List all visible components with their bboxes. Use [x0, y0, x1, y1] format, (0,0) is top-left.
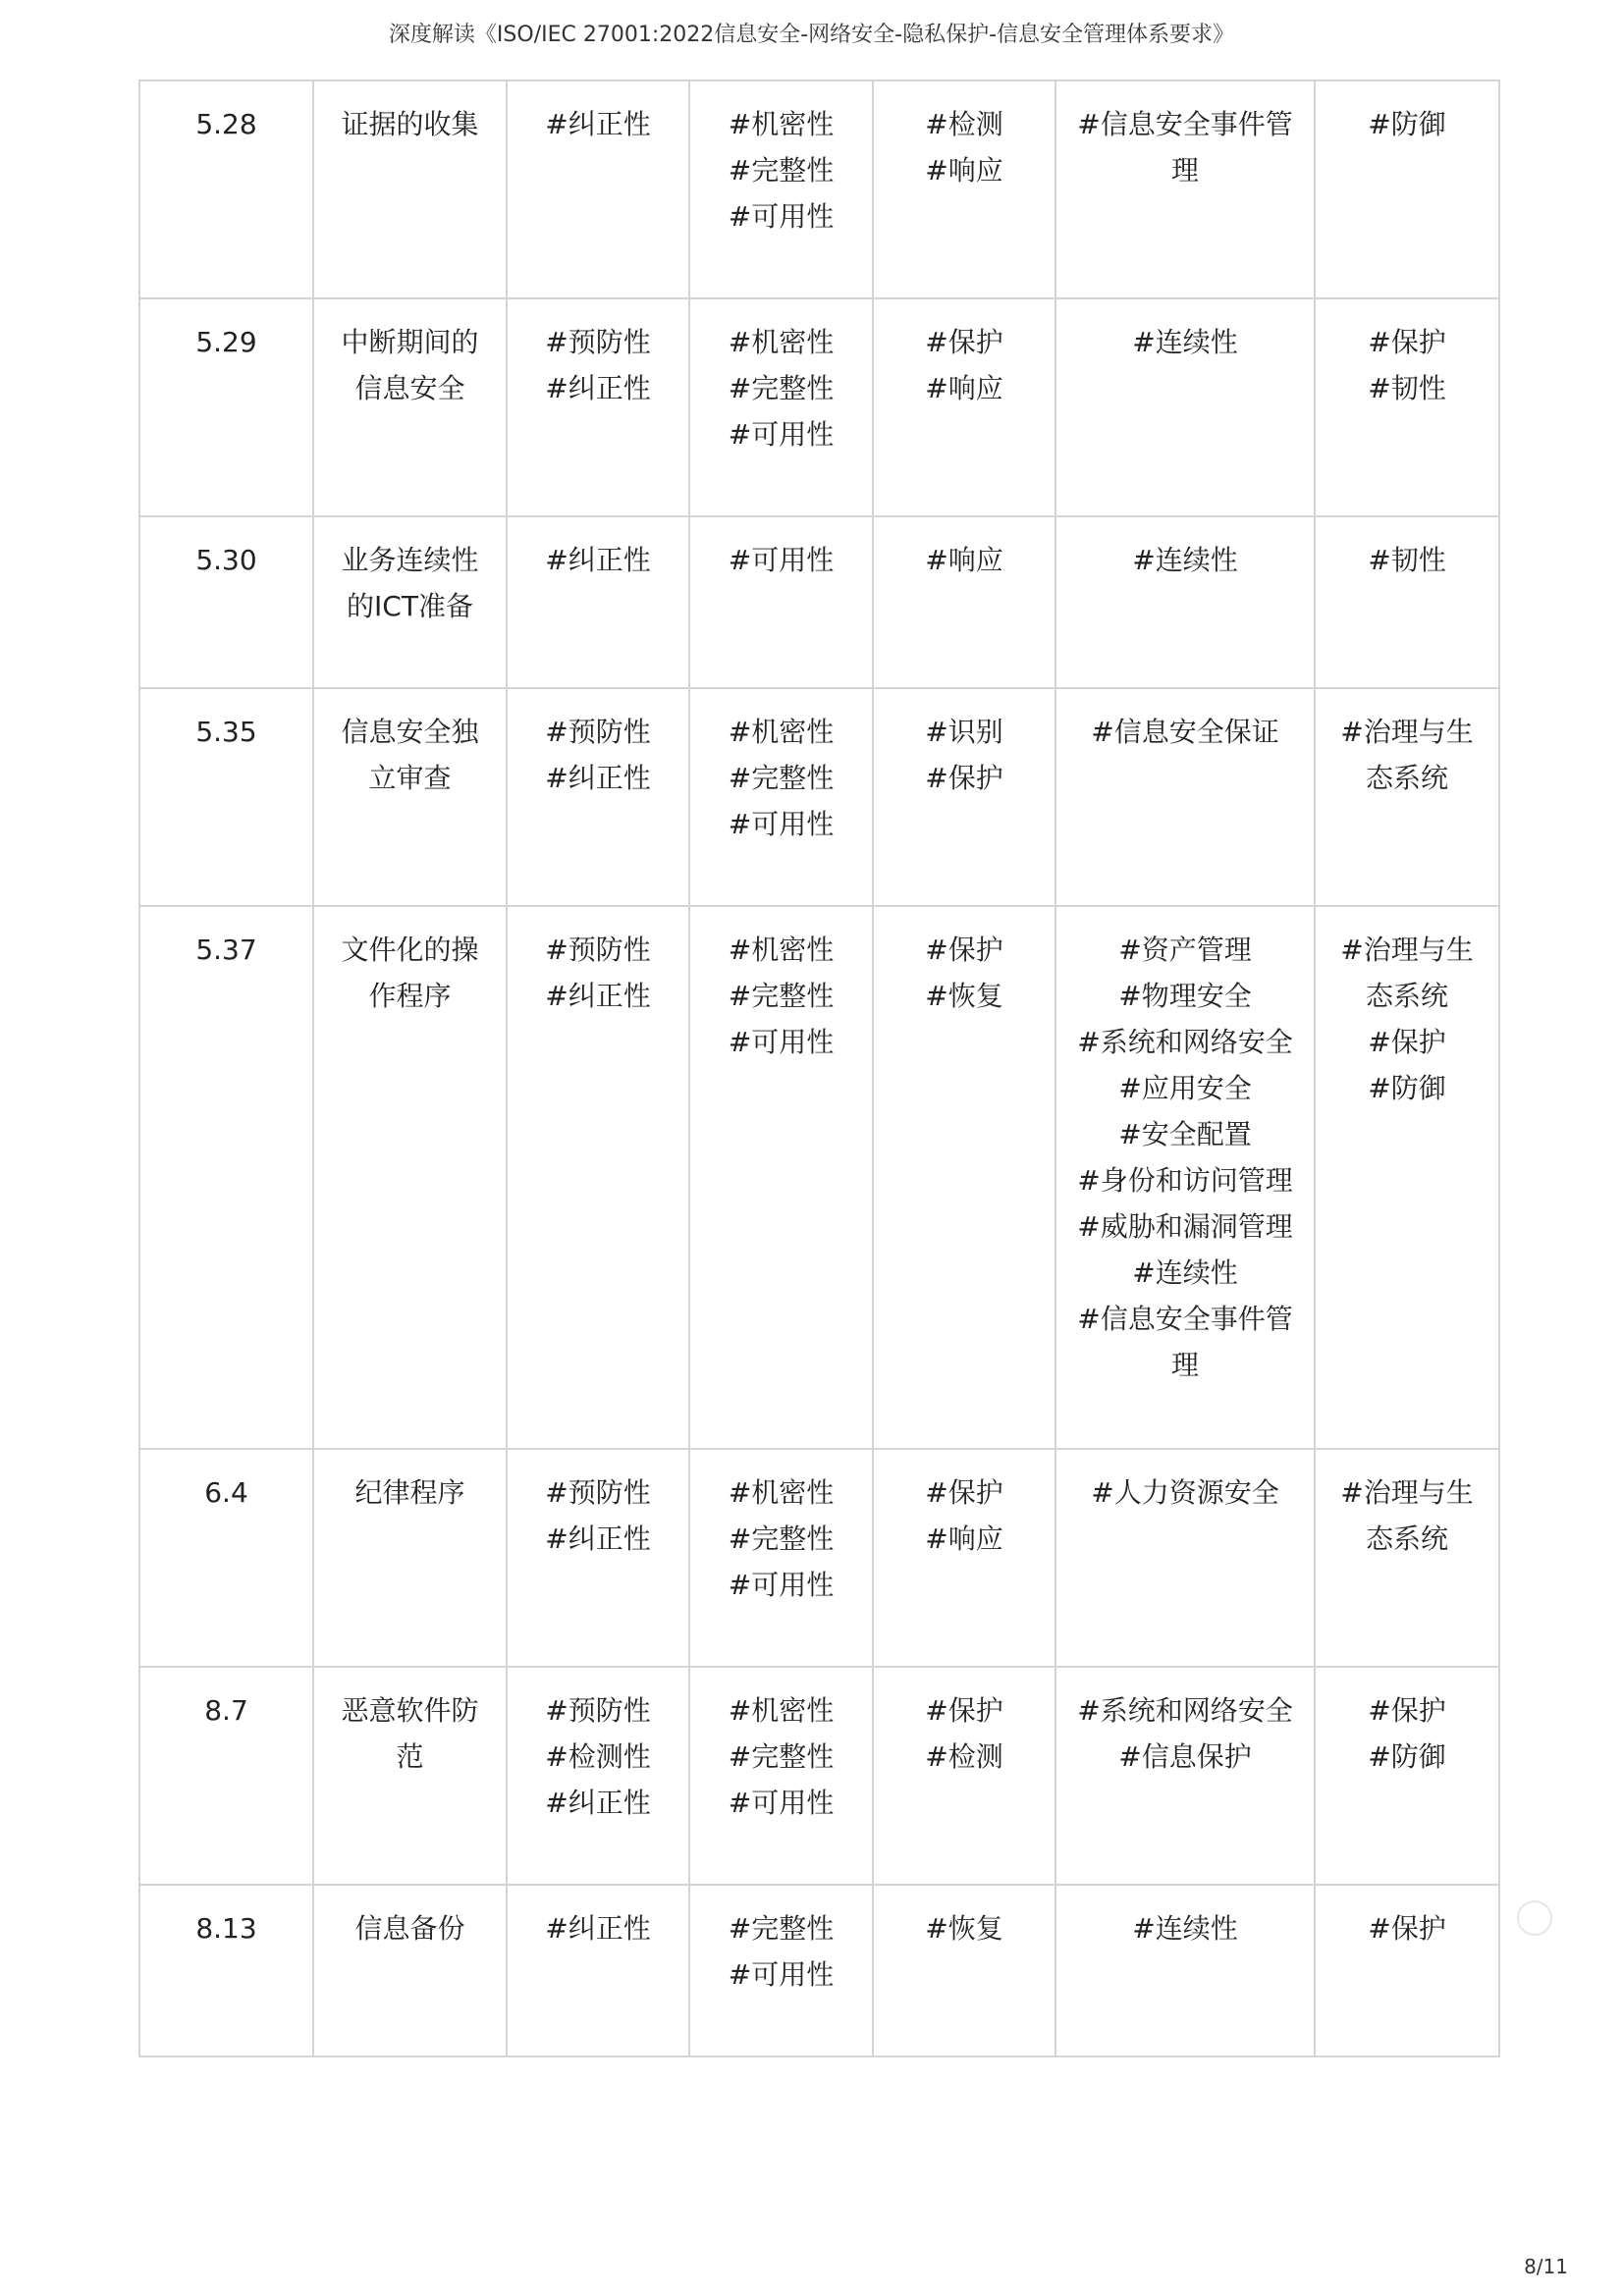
cell-line: #系统和网络安全 [1077, 1026, 1293, 1058]
cell-line: #应用安全 [1118, 1072, 1252, 1104]
cybersecurity-concepts-cell [873, 1449, 1055, 1667]
cell-line: #保护 [1368, 1694, 1446, 1727]
cell-line: 信息备份 [354, 1912, 465, 1945]
control-type-cell [507, 516, 689, 688]
security-properties-cell [689, 1449, 873, 1667]
cell-line: 业务连续性 [341, 544, 479, 576]
cell-line: #安全配置 [1118, 1118, 1252, 1150]
cell-line: 信息安全 [354, 372, 465, 404]
cell-line: #保护 [925, 326, 1003, 358]
cell-line: #完整性 [728, 1522, 835, 1555]
cell-line: #机密性 [728, 1694, 835, 1727]
cell-line: #治理与生 [1340, 934, 1474, 966]
table-row [139, 298, 1499, 516]
cell-line: #可用性 [728, 1958, 835, 1991]
cell-line: #可用性 [728, 808, 835, 840]
operational-capabilities-cell [1055, 1449, 1315, 1667]
cell-line: #预防性 [545, 1694, 651, 1727]
control-id-cell: 6.4 [139, 1449, 313, 1667]
cell-line: #身份和访问管理 [1077, 1164, 1293, 1197]
cell-line: 理 [1170, 154, 1199, 187]
cell-line: #纠正性 [545, 1787, 651, 1819]
controls-table-wrapper [138, 80, 1500, 2057]
cell-line: 证据的收集 [341, 108, 479, 140]
table-row [139, 80, 1499, 298]
control-name-cell [313, 688, 507, 906]
security-properties-cell [689, 906, 873, 1449]
controls-table [138, 80, 1500, 2057]
cell-line: 信息安全独 [341, 716, 479, 748]
table-row [139, 516, 1499, 688]
security-properties-cell [689, 1667, 873, 1885]
cell-line: #物理安全 [1118, 980, 1252, 1012]
cell-line: #威胁和漏洞管理 [1077, 1210, 1293, 1243]
cell-line: #恢复 [925, 980, 1003, 1012]
cybersecurity-concepts-cell [873, 906, 1055, 1449]
control-name-cell [313, 298, 507, 516]
control-type-cell [507, 1885, 689, 2056]
cell-line: #韧性 [1368, 372, 1446, 404]
page-header-title: 深度解读《ISO/IEC 27001:2022信息安全-网络安全-隐私保护-信息安全管理体系要求》 [388, 23, 1235, 47]
security-domains-cell [1315, 1449, 1499, 1667]
cell-line: #预防性 [545, 1476, 651, 1509]
control-type-cell [507, 1667, 689, 1885]
cell-line: #信息保护 [1118, 1740, 1252, 1773]
cell-line: #纠正性 [545, 108, 651, 140]
cell-line: #保护 [925, 762, 1003, 794]
cell-line: #预防性 [545, 934, 651, 966]
cell-line: #恢复 [925, 1912, 1003, 1945]
cell-line: #治理与生 [1340, 716, 1474, 748]
cell-line: 的ICT准备 [347, 590, 473, 622]
table-row [139, 1885, 1499, 2056]
cell-line: #保护 [1368, 326, 1446, 358]
cell-line: #完整性 [728, 154, 835, 187]
operational-capabilities-cell [1055, 688, 1315, 906]
security-domains-cell [1315, 298, 1499, 516]
cell-line: #资产管理 [1118, 934, 1252, 966]
cell-line: #系统和网络安全 [1077, 1694, 1293, 1727]
cell-line: #可用性 [728, 1569, 835, 1601]
control-id-cell: 8.7 [139, 1667, 313, 1885]
control-id-cell: 5.28 [139, 80, 313, 298]
cell-line: #完整性 [728, 372, 835, 404]
security-domains-cell [1315, 80, 1499, 298]
cell-line: 范 [396, 1740, 424, 1773]
control-type-cell [507, 1449, 689, 1667]
cell-line: #纠正性 [545, 980, 651, 1012]
page-number: 8/11 [1524, 2255, 1568, 2278]
control-type-cell [507, 298, 689, 516]
cell-line: 立审查 [368, 762, 452, 794]
cell-line: #响应 [925, 372, 1003, 404]
cell-line: #完整性 [728, 980, 835, 1012]
cell-line: #信息安全事件管 [1077, 108, 1293, 140]
cell-line: #预防性 [545, 326, 651, 358]
control-type-cell [507, 688, 689, 906]
security-properties-cell [689, 688, 873, 906]
cell-line: #连续性 [1132, 326, 1238, 358]
control-name-cell [313, 1449, 507, 1667]
cell-line: #连续性 [1132, 1256, 1238, 1289]
control-name-cell [313, 80, 507, 298]
cell-line: #纠正性 [545, 544, 651, 576]
cell-line: #防御 [1368, 1740, 1446, 1773]
table-row [139, 1667, 1499, 1885]
operational-capabilities-cell [1055, 1667, 1315, 1885]
cell-line: #识别 [925, 716, 1003, 748]
cell-line: 作程序 [368, 980, 452, 1012]
cell-line: #保护 [1368, 1912, 1446, 1945]
cybersecurity-concepts-cell [873, 1885, 1055, 2056]
operational-capabilities-cell [1055, 1885, 1315, 2056]
cell-line: 恶意软件防 [341, 1694, 479, 1727]
cell-line: #可用性 [728, 200, 835, 233]
cell-line: #防御 [1368, 108, 1446, 140]
cell-line: #完整性 [728, 1740, 835, 1773]
cell-line: #保护 [925, 1476, 1003, 1509]
cell-line: #保护 [925, 1694, 1003, 1727]
cell-line: #治理与生 [1340, 1476, 1474, 1509]
cell-line: 态系统 [1365, 1522, 1448, 1555]
controls-table-body [139, 80, 1499, 2056]
cell-line: #机密性 [728, 1476, 835, 1509]
cell-line: #可用性 [728, 1026, 835, 1058]
cell-line: #纠正性 [545, 762, 651, 794]
cell-line: #保护 [925, 934, 1003, 966]
cybersecurity-concepts-cell [873, 688, 1055, 906]
cell-line: #预防性 [545, 716, 651, 748]
cell-line: 中断期间的 [341, 326, 479, 358]
security-domains-cell [1315, 688, 1499, 906]
cell-line: #完整性 [728, 762, 835, 794]
cybersecurity-concepts-cell [873, 516, 1055, 688]
cell-line: #防御 [1368, 1072, 1446, 1104]
security-properties-cell [689, 1885, 873, 2056]
scroll-position-indicator[interactable] [1517, 1900, 1552, 1936]
control-id-cell: 5.29 [139, 298, 313, 516]
cell-line: #可用性 [728, 544, 835, 576]
table-row [139, 688, 1499, 906]
cell-line: #机密性 [728, 934, 835, 966]
cell-line: #检测 [925, 1740, 1003, 1773]
security-domains-cell [1315, 1667, 1499, 1885]
operational-capabilities-cell [1055, 516, 1315, 688]
cell-line: #机密性 [728, 108, 835, 140]
cell-line: #保护 [1368, 1026, 1446, 1058]
cell-line: #机密性 [728, 716, 835, 748]
control-id-cell: 5.30 [139, 516, 313, 688]
security-properties-cell [689, 80, 873, 298]
cell-line: #检测性 [545, 1740, 651, 1773]
cell-line: #信息安全保证 [1091, 716, 1279, 748]
cell-line: #响应 [925, 544, 1003, 576]
table-row [139, 1449, 1499, 1667]
control-id-cell: 5.35 [139, 688, 313, 906]
cell-line: #连续性 [1132, 544, 1238, 576]
cell-line: #检测 [925, 108, 1003, 140]
operational-capabilities-cell [1055, 906, 1315, 1449]
control-name-cell [313, 516, 507, 688]
cell-line: 理 [1170, 1349, 1199, 1381]
cell-line: #纠正性 [545, 372, 651, 404]
cell-line: #信息安全事件管 [1077, 1303, 1293, 1335]
security-domains-cell [1315, 1885, 1499, 2056]
cell-line: #纠正性 [545, 1522, 651, 1555]
cybersecurity-concepts-cell [873, 298, 1055, 516]
security-domains-cell [1315, 906, 1499, 1449]
cell-line: #可用性 [728, 418, 835, 451]
control-id-cell: 8.13 [139, 1885, 313, 2056]
security-domains-cell [1315, 516, 1499, 688]
table-row [139, 906, 1499, 1449]
control-name-cell [313, 906, 507, 1449]
control-type-cell [507, 80, 689, 298]
control-id-cell: 5.37 [139, 906, 313, 1449]
control-type-cell [507, 906, 689, 1449]
cell-line: #人力资源安全 [1091, 1476, 1279, 1509]
cell-line: #响应 [925, 1522, 1003, 1555]
cybersecurity-concepts-cell [873, 80, 1055, 298]
cell-line: #完整性 [728, 1912, 835, 1945]
control-name-cell [313, 1885, 507, 2056]
cell-line: #机密性 [728, 326, 835, 358]
cell-line: #韧性 [1368, 544, 1446, 576]
cell-line: 态系统 [1365, 980, 1448, 1012]
cell-line: 文件化的操 [341, 934, 479, 966]
cell-line: 态系统 [1365, 762, 1448, 794]
cell-line: 纪律程序 [354, 1476, 465, 1509]
security-properties-cell [689, 516, 873, 688]
control-name-cell [313, 1667, 507, 1885]
cybersecurity-concepts-cell [873, 1667, 1055, 1885]
cell-line: #连续性 [1132, 1912, 1238, 1945]
cell-line: #可用性 [728, 1787, 835, 1819]
cell-line: #纠正性 [545, 1912, 651, 1945]
cell-line: #响应 [925, 154, 1003, 187]
operational-capabilities-cell [1055, 80, 1315, 298]
security-properties-cell [689, 298, 873, 516]
operational-capabilities-cell [1055, 298, 1315, 516]
